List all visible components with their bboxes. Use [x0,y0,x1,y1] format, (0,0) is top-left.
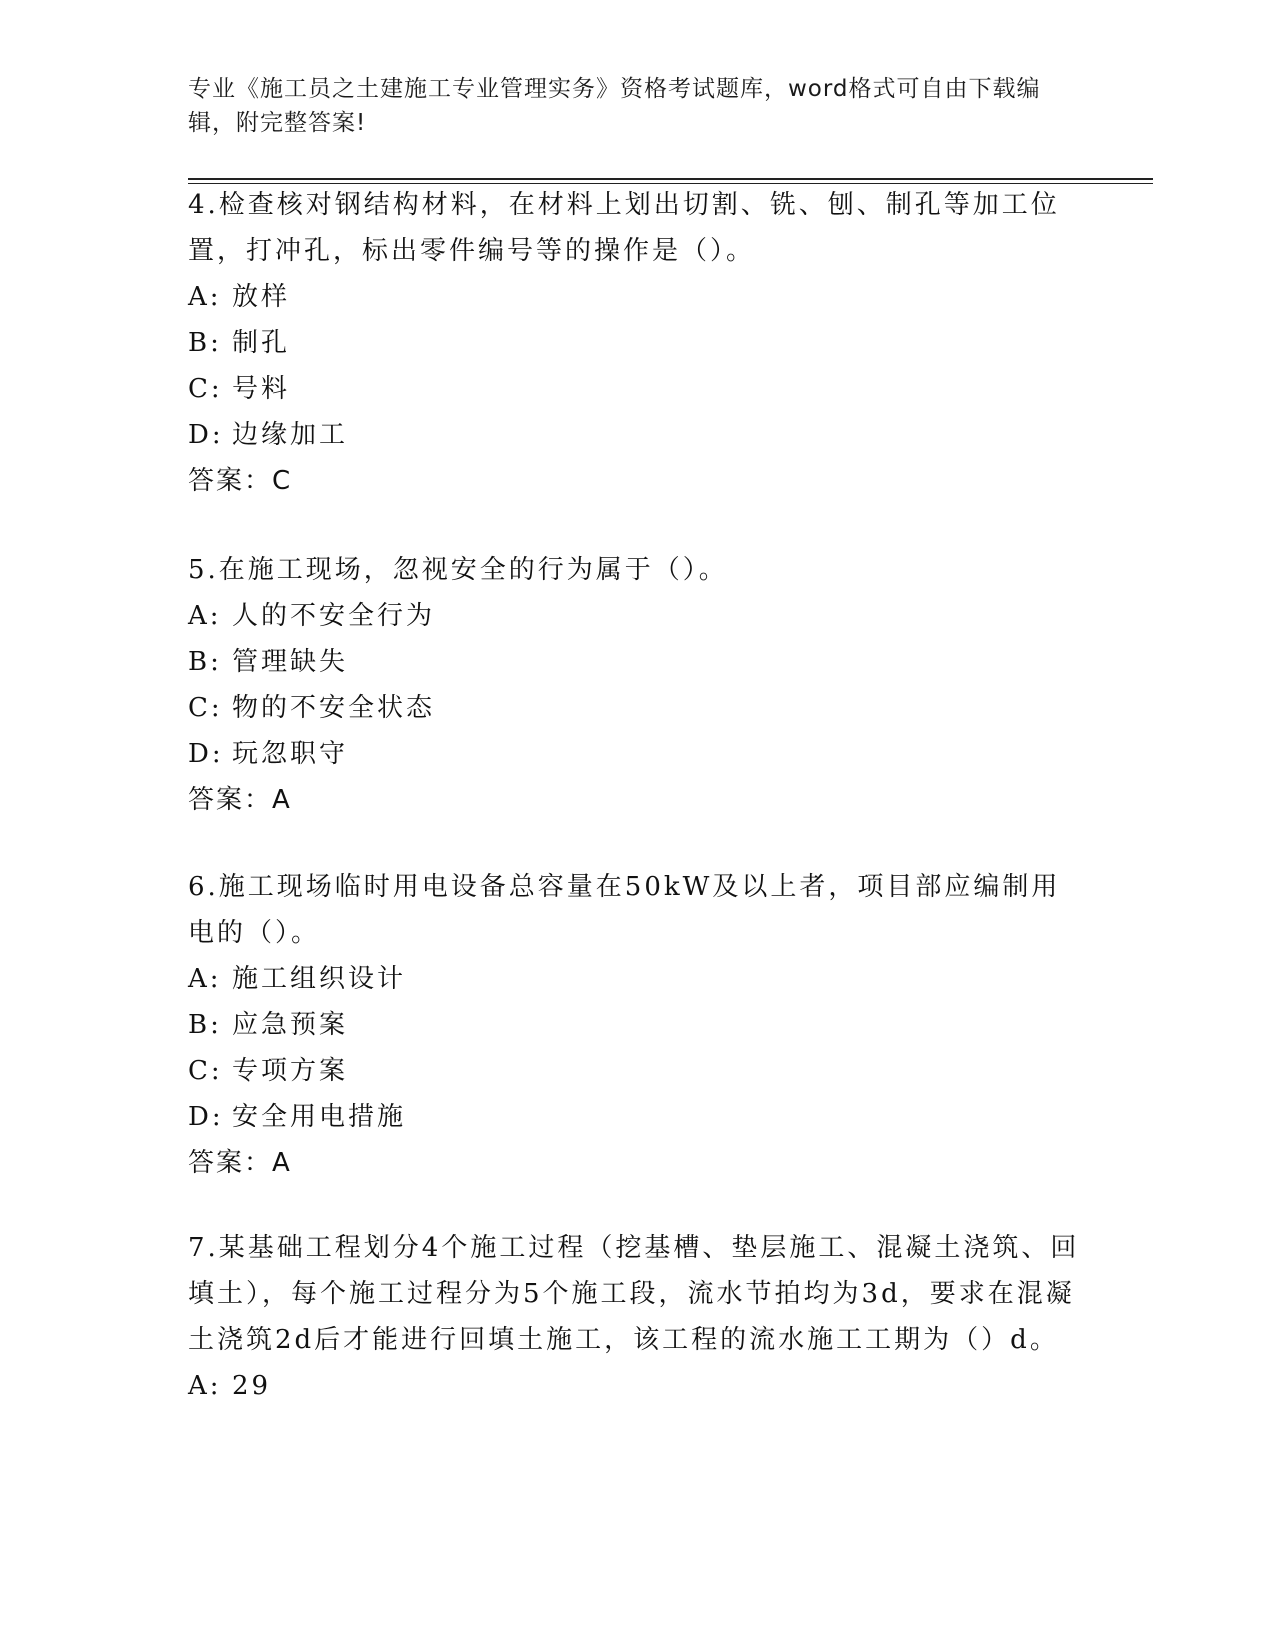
option-c [188,1048,1088,1094]
option-a [188,956,1088,1002]
option-a [188,274,1088,320]
answer-line: 答案：A [188,785,292,815]
option-letter: A: [188,964,222,994]
question-stem: 5.在施工现场，忽视安全的行为属于（）。 [188,555,728,585]
question-stem: 7.某基础工程划分4个施工过程（挖基槽、垫层施工、混凝土浇筑、回填土），每个施工过程分为5个施工段，流水节拍均为3d，要求在混凝土浇筑2d后才能进行回填土施工，该工程的流水施工工期为（）d。 [188,1233,1080,1355]
question-7 [188,1225,1088,1409]
question-stem: 6.施工现场临时用电设备总容量在50kW及以上者，项目部应编制用电的（）。 [188,872,1061,948]
option-c [188,366,1088,412]
option-text: 物的不安全状态 [232,693,436,723]
option-letter: D: [188,739,224,769]
option-letter: C: [188,374,223,404]
option-letter: C: [188,1056,223,1086]
option-text: 人的不安全行为 [232,601,436,631]
option-letter: D: [188,420,224,450]
option-letter: A: [188,282,222,312]
option-text: 施工组织设计 [232,964,407,994]
option-b [188,1002,1088,1048]
answer-line: 答案：C [188,466,293,496]
document-header-note [188,72,1088,140]
option-text: 放样 [232,282,291,312]
option-a [188,1363,1088,1409]
option-d [188,412,1088,458]
option-text: 管理缺失 [232,647,349,677]
option-letter: B: [188,1010,222,1040]
option-d [188,1094,1088,1140]
option-text: 专项方案 [232,1056,349,1086]
option-text: 安全用电措施 [232,1102,407,1132]
option-c [188,685,1088,731]
option-letter: D: [188,1102,224,1132]
option-text: 制孔 [232,328,291,358]
option-letter: B: [188,647,222,677]
option-letter: A: [188,1371,222,1401]
header-line-2: 辑，附完整答案! [188,110,367,136]
option-letter: B: [188,328,222,358]
option-text: 玩忽职守 [232,739,349,769]
option-letter: C: [188,693,223,723]
question-stem: 4.检查核对钢结构材料，在材料上划出切割、铣、刨、制孔等加工位置，打冲孔，标出零件编号等的操作是（）。 [188,190,1060,266]
option-letter: A: [188,601,222,631]
option-text: 29 [232,1371,272,1401]
option-text: 号料 [232,374,291,404]
option-d [188,731,1088,777]
header-line-1: 专业《施工员之土建施工专业管理实务》资格考试题库，word格式可自由下载编 [188,76,1041,102]
option-a [188,593,1088,639]
answer-line: 答案：A [188,1148,292,1178]
option-text: 边缘加工 [232,420,349,450]
header-divider-thick [188,178,1153,180]
question-6 [188,864,1088,1186]
option-b [188,320,1088,366]
question-4 [188,182,1088,504]
question-5 [188,547,1088,823]
option-b [188,639,1088,685]
option-text: 应急预案 [232,1010,349,1040]
